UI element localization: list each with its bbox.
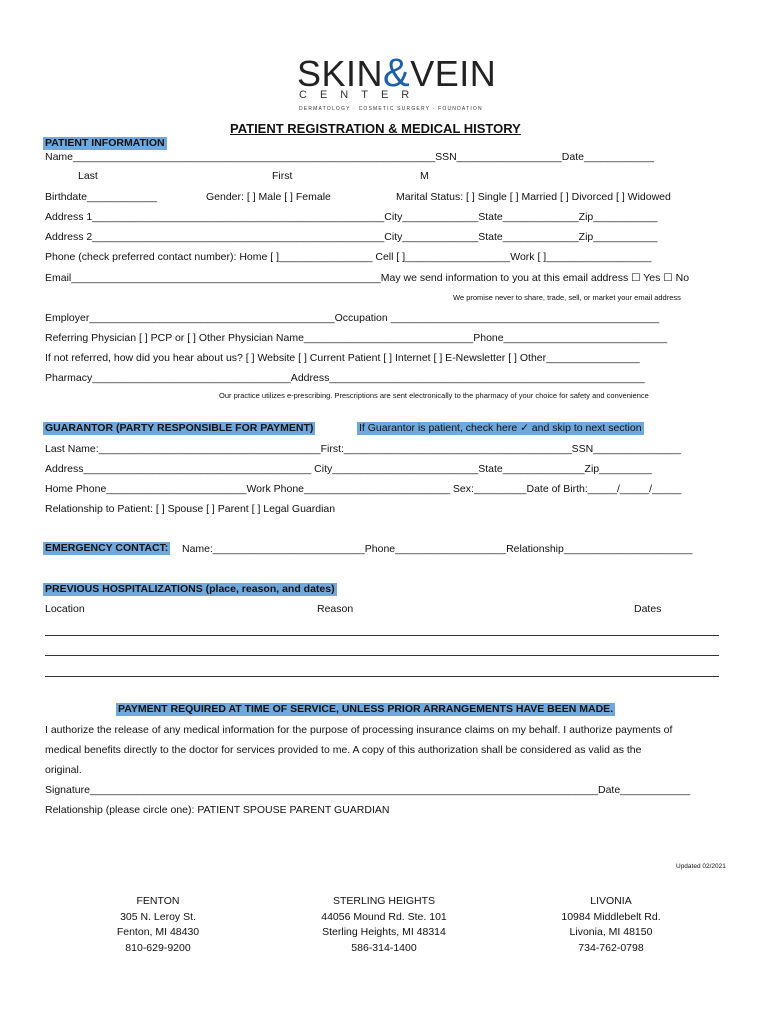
hospital-col-dates: Dates <box>634 603 662 615</box>
authorization-text-2: medical benefits directly to the doctor for services provided to me. A copy of this authorization shall be considered as valid as the <box>45 744 642 756</box>
hospital-entry-line[interactable] <box>45 635 719 636</box>
authorization-text-1: I authorize the release of any medical information for the purpose of processing insurance claims on my behalf. I authorize payments of <box>45 724 673 736</box>
office-street: 44056 Mound Rd. Ste. 101 <box>321 910 447 923</box>
address2-line[interactable]: Address 2__________________________________________________City_____________State_____________Zip___________ <box>45 231 658 243</box>
guarantor-header: GUARANTOR (PARTY RESPONSIBLE FOR PAYMENT) <box>45 422 314 434</box>
hospitalizations-header: PREVIOUS HOSPITALIZATIONS (place, reason, and dates) <box>45 583 335 595</box>
pharmacy-line[interactable]: Pharmacy__________________________________Address______________________________________________________ <box>45 372 645 384</box>
payment-relationship-line[interactable]: Relationship (please circle one): PATIENT SPOUSE PARENT GUARDIAN <box>45 804 390 816</box>
referring-physician-line[interactable]: Referring Physician [ ] PCP or [ ] Other Physician Name_____________________________Phone____________________________ <box>45 332 668 344</box>
eprescribing-note: Our practice utilizes e-prescribing. Prescriptions are sent electronically to the pharmacy of your choice for safety and convenience <box>219 391 649 400</box>
name-sublabel-first: First <box>272 170 293 182</box>
logo-ampersand: & <box>383 51 411 95</box>
office-city: Fenton, MI 48430 <box>116 926 200 938</box>
gender-options[interactable]: Gender: [ ] Male [ ] Female <box>206 191 331 203</box>
phone-line[interactable]: Phone (check preferred contact number): Home [ ]________________ Cell [ ]__________________Work [ ]__________________ <box>45 251 652 263</box>
emergency-contact-line[interactable]: Name:__________________________Phone___________________Relationship______________________ <box>182 543 693 555</box>
office-name: FENTON <box>136 895 180 907</box>
email-privacy-note: We promise never to share, trade, sell, or market your email address <box>453 293 681 302</box>
office-phone: 586-314-1400 <box>351 941 417 954</box>
hospital-col-location: Location <box>45 603 85 615</box>
employer-line[interactable]: Employer__________________________________________Occupation ______________________________________________ <box>45 312 660 324</box>
hospital-entry-line[interactable] <box>45 655 719 656</box>
name-sublabel-last: Last <box>78 170 98 182</box>
patient-info-header: PATIENT INFORMATION <box>45 137 165 149</box>
address1-line[interactable]: Address 1__________________________________________________City_____________State_____________Zip___________ <box>45 211 658 223</box>
name-ssn-date-line[interactable]: Name______________________________________________________________SSN__________________Date____________ <box>45 151 655 163</box>
hospital-col-reason: Reason <box>317 603 354 615</box>
office-street: 305 N. Leroy St. <box>120 910 196 923</box>
guarantor-self-note[interactable]: If Guarantor is patient, check here ✓ and skip to next section <box>359 422 642 434</box>
email-line[interactable]: Email_____________________________________________________May we send information to you at this email address ☐ Yes ☐ No <box>45 272 690 284</box>
payment-header: PAYMENT REQUIRED AT TIME OF SERVICE, UNLESS PRIOR ARRANGEMENTS HAVE BEEN MADE. <box>118 703 614 715</box>
office-fenton <box>68 894 248 956</box>
logo-center: CENTER <box>299 89 423 101</box>
referral-source-line[interactable]: If not referred, how did you hear about us? [ ] Website [ ] Current Patient [ ] Internet [ ] E-Newsletter [ ] Other________________ <box>45 352 640 364</box>
office-name: LIVONIA <box>590 895 632 907</box>
authorization-text-3: original. <box>45 764 82 776</box>
office-name: STERLING HEIGHTS <box>332 895 436 907</box>
office-sterling-heights <box>294 894 474 956</box>
guarantor-address-line[interactable]: Address_______________________________________ City_________________________State______________Zip_________ <box>45 463 652 475</box>
guarantor-relationship-line[interactable]: Relationship to Patient: [ ] Spouse [ ] Parent [ ] Legal Guardian <box>45 503 336 515</box>
office-livonia <box>521 894 701 956</box>
office-street: 10984 Middlebelt Rd. <box>561 910 661 923</box>
marital-status-options[interactable]: Marital Status: [ ] Single [ ] Married [ ] Divorced [ ] Widowed <box>396 191 671 203</box>
hospital-entry-line[interactable] <box>45 676 719 677</box>
birthdate-field[interactable]: Birthdate____________ <box>45 191 158 203</box>
guarantor-phones-line[interactable]: Home Phone________________________Work Phone_________________________ Sex:_________Date of Birth:_____/_____/_____ <box>45 483 682 495</box>
office-city: Sterling Heights, MI 48314 <box>322 926 446 938</box>
emergency-contact-header: EMERGENCY CONTACT: <box>45 542 169 554</box>
guarantor-name-line[interactable]: Last Name:______________________________________First:_______________________________________SSN_______________ <box>45 443 681 455</box>
logo-vein: VEIN <box>410 53 497 94</box>
logo-tagline: DERMATOLOGY · COSMETIC SURGERY · FOUNDATION <box>299 106 483 112</box>
signature-line[interactable]: Signature_______________________________________________________________________________________Date____________ <box>45 784 691 796</box>
logo-skin: SKIN <box>297 53 384 94</box>
office-phone: 734-762-0798 <box>578 941 644 954</box>
name-sublabel-m: M <box>420 170 429 182</box>
office-city: Livonia, MI 48150 <box>569 926 653 938</box>
page-title: PATIENT REGISTRATION & MEDICAL HISTORY <box>230 121 521 136</box>
office-phone: 810-629-9200 <box>125 941 191 954</box>
updated-date: Updated 02/2021 <box>676 863 726 870</box>
